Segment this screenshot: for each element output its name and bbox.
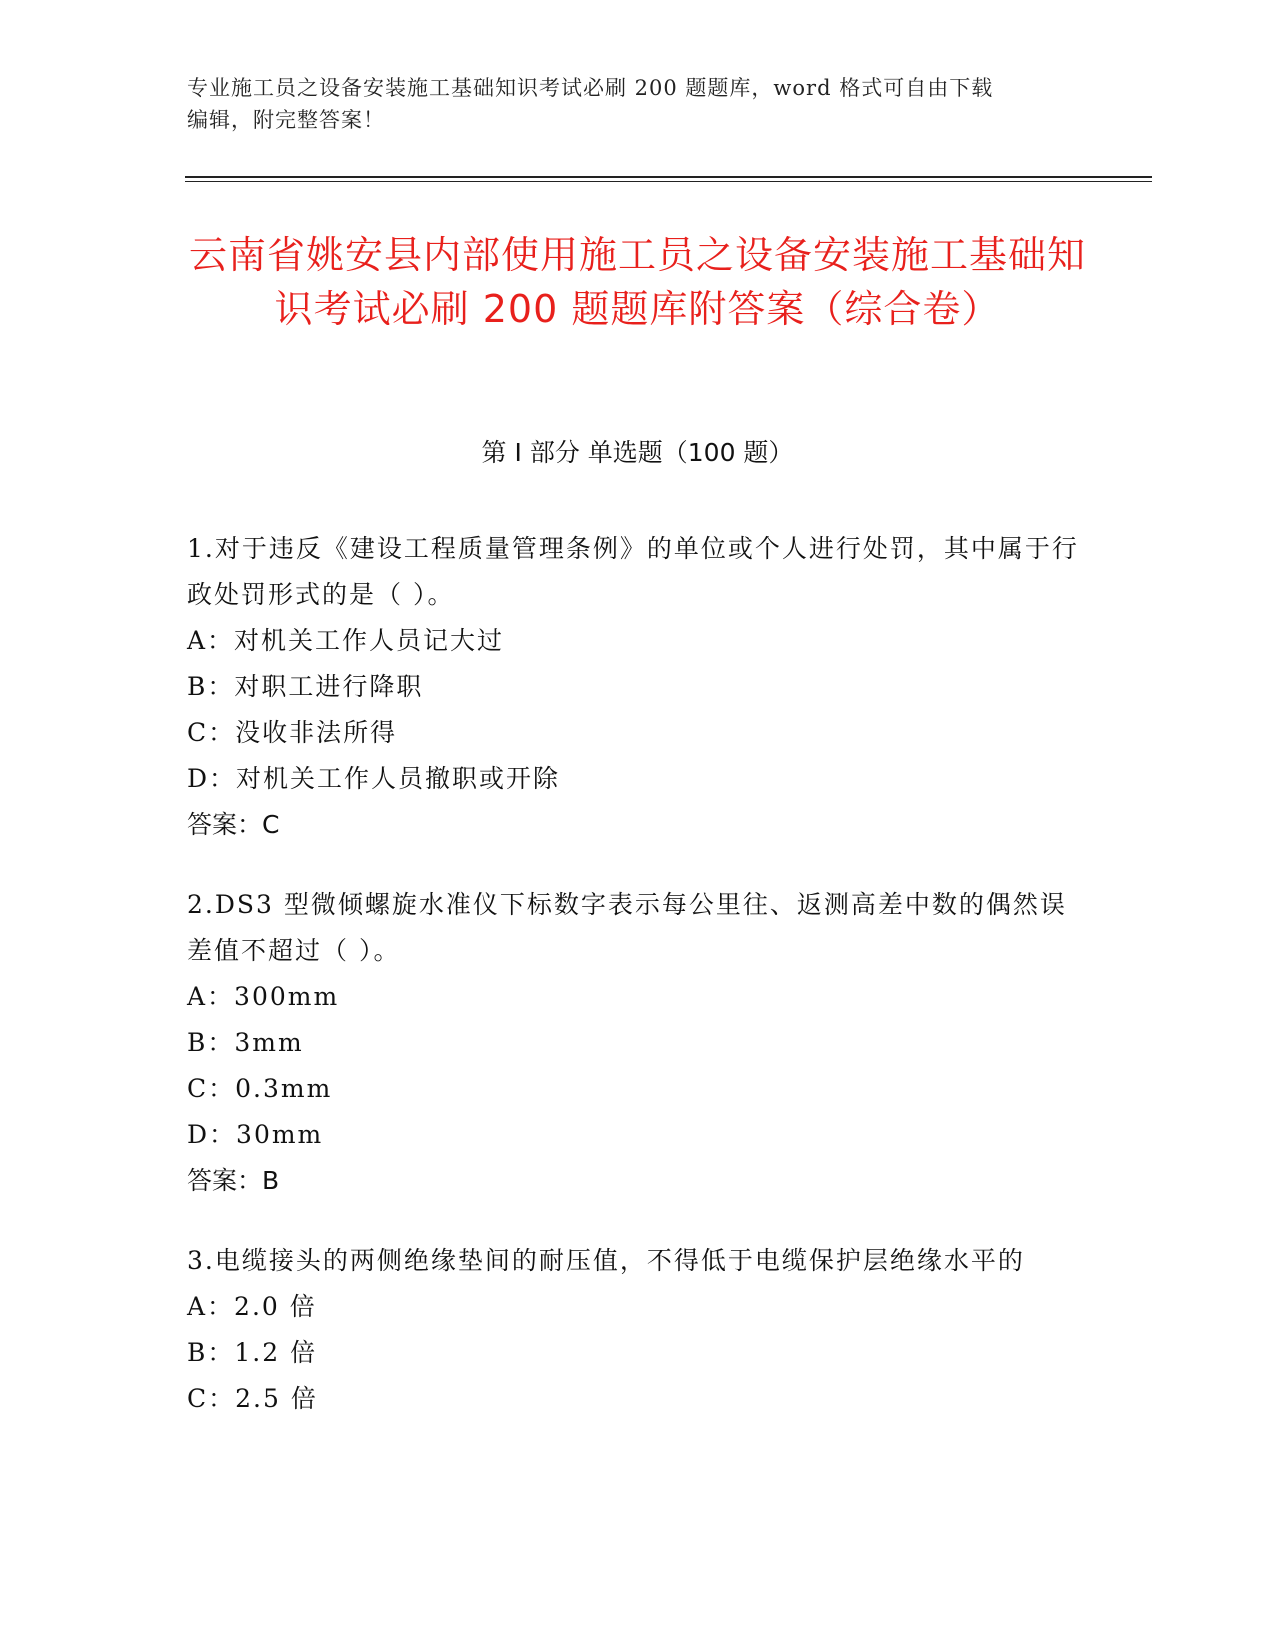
header-rule-thick: [185, 176, 1152, 178]
section-heading: 第 I 部分 单选题（100 题）: [481, 438, 794, 467]
option-a: A：2.0 倍: [187, 1292, 317, 1321]
question-2: [187, 882, 1087, 1204]
header-note-line-1: 专业施工员之设备安装施工基础知识考试必刷 200 题题库，word 格式可自由下载: [187, 76, 994, 100]
header-note-line-2: 编辑，附完整答案！: [187, 108, 385, 132]
option-d: D：对机关工作人员撤职或开除: [187, 764, 561, 793]
answer-line: 答案：C: [187, 810, 280, 839]
question-stem: 2.DS3 型微倾螺旋水准仪下标数字表示每公里往、返测高差中数的偶然误差值不超过（ ）。: [187, 890, 1067, 965]
question-stem: 3.电缆接头的两侧绝缘垫间的耐压值，不得低于电缆保护层绝缘水平的: [187, 1246, 1025, 1275]
option-b: B：1.2 倍: [187, 1338, 318, 1367]
header-note: [187, 72, 1087, 136]
question-1: [187, 526, 1087, 848]
document-title: 云南省姚安县内部使用施工员之设备安装施工基础知识考试必刷 200 题题库附答案（综合卷）: [188, 233, 1086, 331]
question-stem: 1.对于违反《建设工程质量管理条例》的单位或个人进行处罚，其中属于行政处罚形式的是（ ）。: [187, 534, 1079, 609]
option-a: A：300mm: [187, 982, 340, 1011]
option-d: D：30mm: [187, 1120, 324, 1149]
option-c: C：2.5 倍: [187, 1384, 318, 1413]
option-b: B：对职工进行降职: [187, 672, 424, 701]
option-c: C：0.3mm: [187, 1074, 333, 1103]
answer-line: 答案：B: [187, 1166, 280, 1195]
question-list: [187, 526, 1087, 1456]
option-a: A：对机关工作人员记大过: [187, 626, 505, 655]
question-3: [187, 1238, 1087, 1422]
option-c: C：没收非法所得: [187, 718, 398, 747]
header-rule-thin: [185, 181, 1152, 182]
option-b: B：3mm: [187, 1028, 304, 1057]
